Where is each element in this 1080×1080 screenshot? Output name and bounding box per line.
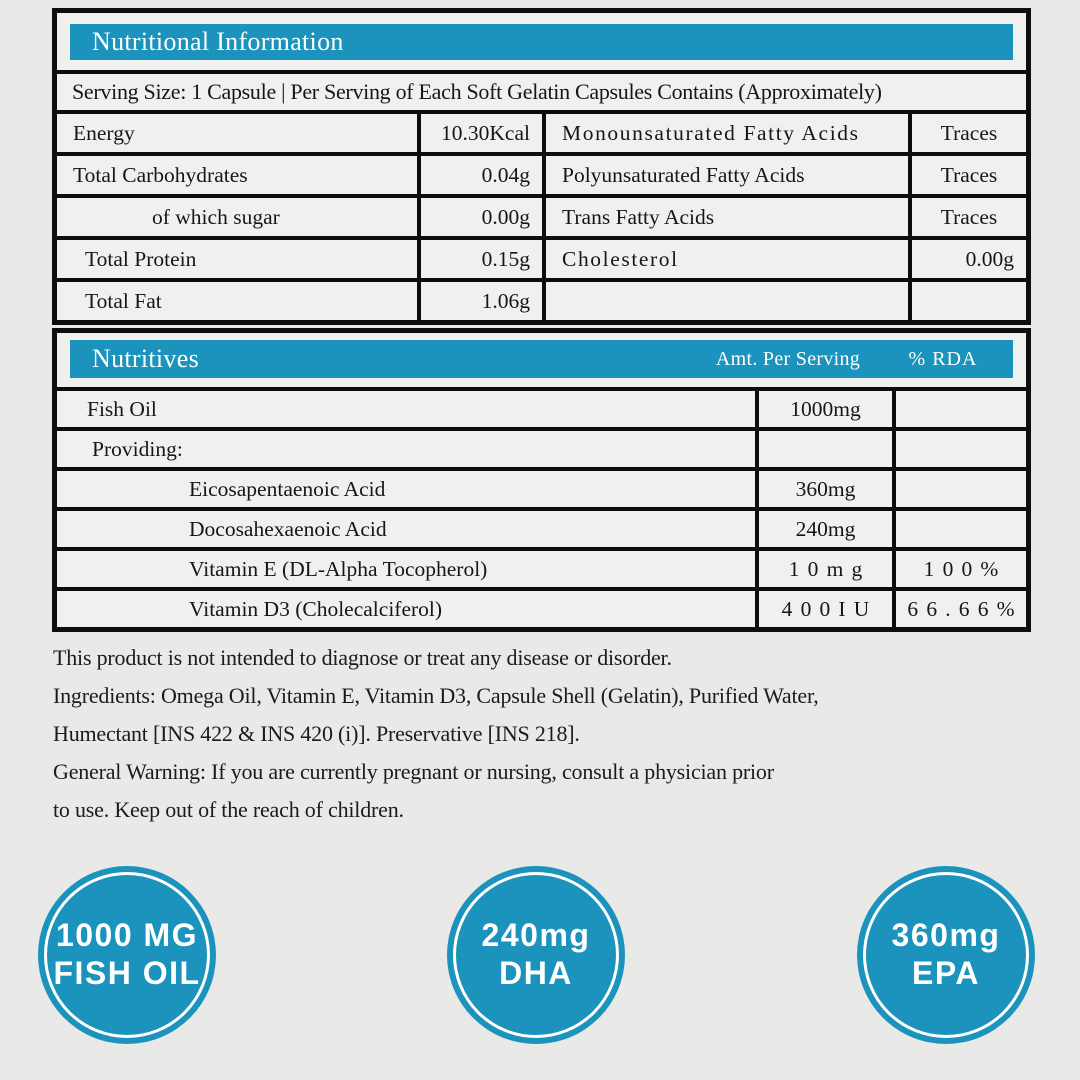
- serving-size-text: Serving Size: 1 Capsule | Per Serving of Each Soft Gelatin Capsules Contains (Approximately): [72, 79, 882, 104]
- nutritive-rda-vitamin-e: 100%: [892, 547, 1026, 587]
- nutritive-label-providing: Providing:: [57, 427, 755, 467]
- macro-value-protein: 0.15g: [417, 236, 542, 278]
- rda-header: % RDA: [908, 347, 978, 370]
- warning-text-line1: General Warning: If you are currently pregnant or nursing, consult a physician prior: [53, 759, 774, 784]
- nutritive-rda-vitamin-d3: 66.66%: [892, 587, 1026, 627]
- ingredients-text-line1: Ingredients: Omega Oil, Vitamin E, Vitamin D3, Capsule Shell (Gelatin), Purified Water,: [53, 683, 819, 708]
- nutritive-amount-fish-oil: 1000mg: [755, 387, 892, 427]
- badge-epa-amount: 360mg: [891, 917, 1001, 954]
- nutrition-table: [52, 8, 1031, 325]
- badge-dha: [447, 866, 625, 1044]
- nutritives-table: [52, 328, 1031, 632]
- nutritive-label-dha: Docosahexaenoic Acid: [57, 507, 755, 547]
- macro-value-empty: [908, 278, 1026, 320]
- nutritive-label-vitamin-d3: Vitamin D3 (Cholecalciferol): [57, 587, 755, 627]
- macro-label-empty: [542, 278, 908, 320]
- nutritive-amount-vitamin-e: 10mg: [755, 547, 892, 587]
- badge-fish-oil-amount: 1000 MG: [55, 917, 199, 954]
- nutritive-amount-providing: [755, 427, 892, 467]
- nutritive-label-epa: Eicosapentaenoic Acid: [57, 467, 755, 507]
- badge-epa: [857, 866, 1035, 1044]
- macro-label-protein: Total Protein: [57, 236, 417, 278]
- macro-value-energy: 10.30Kcal: [417, 110, 542, 152]
- macro-value-sugar: 0.00g: [417, 194, 542, 236]
- macro-value-total-fat: 1.06g: [417, 278, 542, 320]
- badge-dha-amount: 240mg: [481, 917, 591, 954]
- macro-label-energy: Energy: [57, 110, 417, 152]
- nutrition-title-bar: [70, 24, 1013, 60]
- macro-value-monounsaturated: Traces: [908, 110, 1026, 152]
- nutritive-amount-dha: 240mg: [755, 507, 892, 547]
- nutritives-title: Nutritives: [92, 344, 199, 373]
- macro-label-sugar: of which sugar: [57, 194, 417, 236]
- macro-label-monounsaturated: Monounsaturated Fatty Acids: [542, 110, 908, 152]
- macro-label-trans-fat: Trans Fatty Acids: [542, 194, 908, 236]
- nutritive-rda-dha: [892, 507, 1026, 547]
- badge-fish-oil: [38, 866, 216, 1044]
- badge-epa-label: EPA: [912, 955, 980, 991]
- macro-value-trans-fat: Traces: [908, 194, 1026, 236]
- amount-per-serving-header: Amt. Per Serving: [715, 347, 861, 370]
- disclaimer-text: This product is not intended to diagnose or treat any disease or disorder.: [53, 645, 672, 670]
- macro-label-carbohydrates: Total Carbohydrates: [57, 152, 417, 194]
- badge-fish-oil-label: FISH OIL: [53, 955, 201, 991]
- nutritive-amount-vitamin-d3: 400IU: [755, 587, 892, 627]
- nutritive-label-fish-oil: Fish Oil: [57, 387, 755, 427]
- nutritive-rda-fish-oil: [892, 387, 1026, 427]
- label-notes: [53, 645, 1033, 835]
- macro-label-cholesterol: Cholesterol: [542, 236, 908, 278]
- macro-label-polyunsaturated: Polyunsaturated Fatty Acids: [542, 152, 908, 194]
- nutritives-title-bar: [70, 340, 1013, 378]
- badge-dha-label: DHA: [499, 955, 573, 991]
- macro-value-cholesterol: 0.00g: [908, 236, 1026, 278]
- serving-size-row: [57, 70, 1026, 110]
- warning-text-line2: to use. Keep out of the reach of children.: [53, 797, 404, 822]
- macro-value-polyunsaturated: Traces: [908, 152, 1026, 194]
- nutritive-amount-epa: 360mg: [755, 467, 892, 507]
- macro-label-total-fat: Total Fat: [57, 278, 417, 320]
- nutritives-grid: [57, 387, 1026, 627]
- ingredients-text-line2: Humectant [INS 422 & INS 420 (i)]. Preservative [INS 218].: [53, 721, 580, 746]
- nutritive-rda-providing: [892, 427, 1026, 467]
- nutritive-rda-epa: [892, 467, 1026, 507]
- macro-grid: [57, 110, 1026, 320]
- nutritive-label-vitamin-e: Vitamin E (DL-Alpha Tocopherol): [57, 547, 755, 587]
- macro-value-carbohydrates: 0.04g: [417, 152, 542, 194]
- nutrition-title: Nutritional Information: [92, 27, 344, 56]
